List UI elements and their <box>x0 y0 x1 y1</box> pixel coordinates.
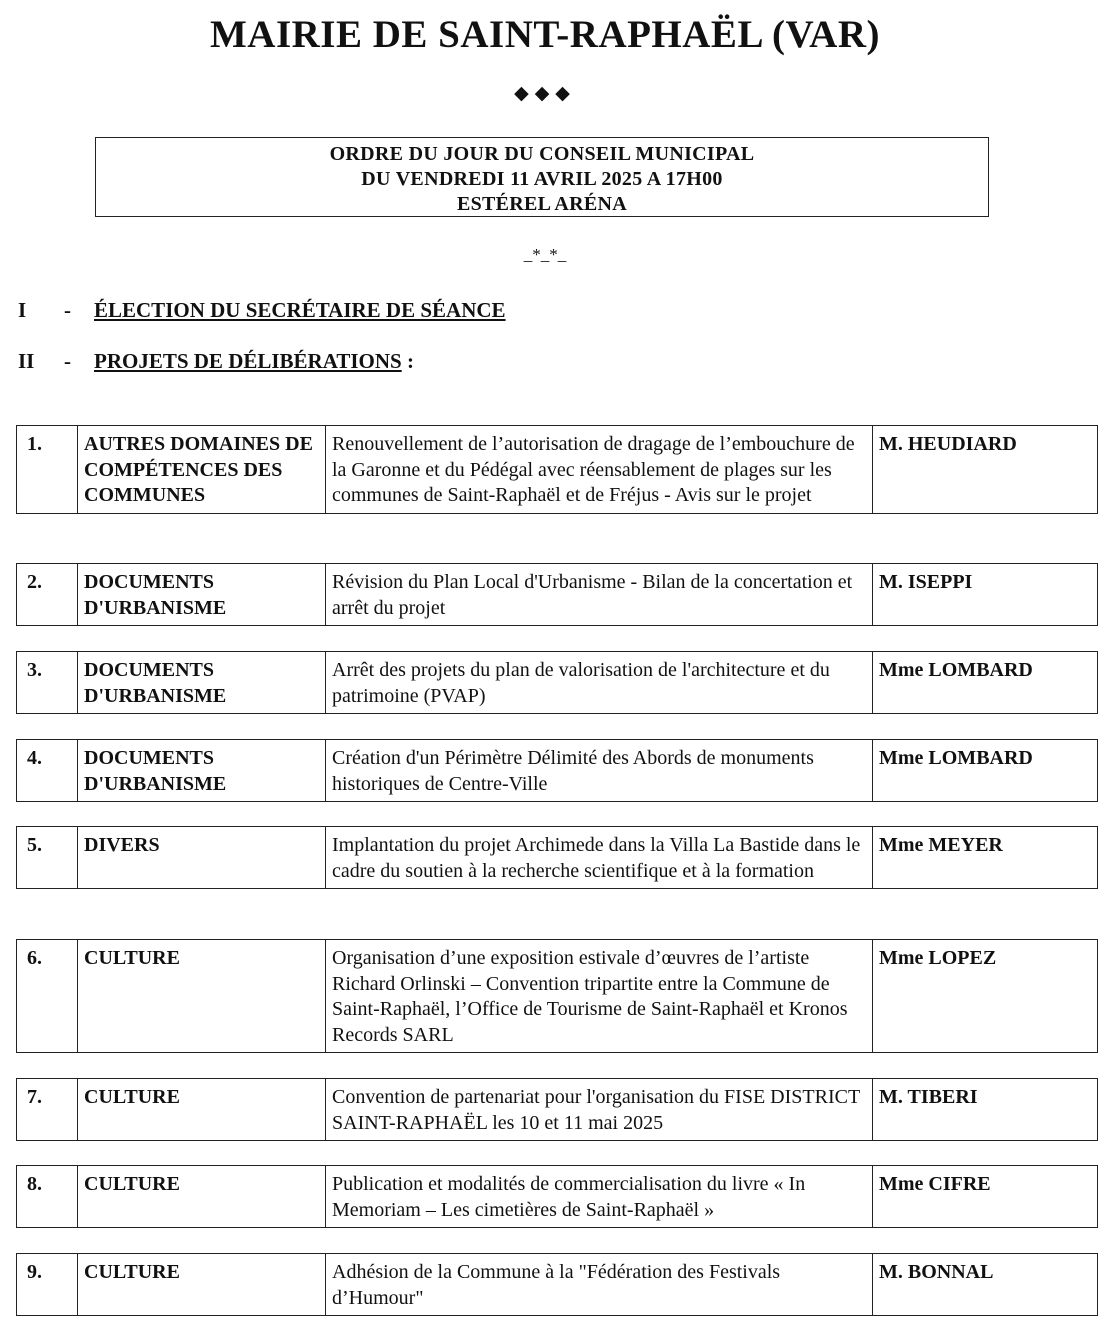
item-domain: DOCUMENTS D'URBANISME <box>78 564 326 626</box>
item-domain: DOCUMENTS D'URBANISME <box>78 740 326 802</box>
item-rapporteur: M. HEUDIARD <box>873 426 1098 514</box>
item-number: 2. <box>17 564 78 626</box>
item-number: 6. <box>17 940 78 1053</box>
section-1 <box>18 298 506 323</box>
item-object: Organisation d’une exposition estivale d’œuvres de l’artiste Richard Orlinski – Convention tripartite entre la Commune de Saint-Raphaël, l’Office de Tourisme de Saint-Raphaël et Kronos Records SARL <box>326 940 873 1053</box>
section-title: PROJETS DE DÉLIBÉRATIONS <box>94 349 402 373</box>
item-object: Révision du Plan Local d'Urbanisme - Bilan de la concertation et arrêt du projet <box>326 564 873 626</box>
item-object: Renouvellement de l’autorisation de dragage de l’embouchure de la Garonne et du Pédégal avec réensablement de plages sur les communes de Saint-Raphaël et de Fréjus - Avis sur le projet <box>326 426 873 514</box>
agenda-item-1 <box>16 425 1098 514</box>
item-domain: DOCUMENTS D'URBANISME <box>78 652 326 714</box>
item-number: 8. <box>17 1166 78 1228</box>
item-number: 3. <box>17 652 78 714</box>
diamond-ornament: ◆◆◆ <box>514 83 576 104</box>
item-domain: AUTRES DOMAINES DE COMPÉTENCES DES COMMUNES <box>78 426 326 514</box>
section-dash: - <box>64 298 71 322</box>
item-rapporteur: M. BONNAL <box>873 1254 1098 1316</box>
box-line-2: DU VENDREDI 11 AVRIL 2025 A 17H00 <box>361 168 723 190</box>
item-rapporteur: M. ISEPPI <box>873 564 1098 626</box>
item-object: Arrêt des projets du plan de valorisation de l'architecture et du patrimoine (PVAP) <box>326 652 873 714</box>
item-number: 9. <box>17 1254 78 1316</box>
agenda-item-8 <box>16 1165 1098 1228</box>
agenda-item-3 <box>16 651 1098 714</box>
item-rapporteur: Mme LOMBARD <box>873 652 1098 714</box>
item-object: Création d'un Périmètre Délimité des Abords de monuments historiques de Centre-Ville <box>326 740 873 802</box>
item-object: Implantation du projet Archimede dans la Villa La Bastide dans le cadre du soutien à la recherche scientifique et à la formation <box>326 827 873 889</box>
item-object: Convention de partenariat pour l'organisation du FISE DISTRICT SAINT-RAPHAËL les 10 et 11 mai 2025 <box>326 1079 873 1141</box>
item-domain: DIVERS <box>78 827 326 889</box>
item-number: 1. <box>17 426 78 514</box>
section-suffix: : <box>401 349 414 373</box>
section-number: I <box>18 298 27 322</box>
agenda-item-5 <box>16 826 1098 889</box>
item-object: Publication et modalités de commercialisation du livre « In Memoriam – Les cimetières de Saint-Raphaël » <box>326 1166 873 1228</box>
item-domain: CULTURE <box>78 1166 326 1228</box>
item-object: Adhésion de la Commune à la "Fédération des Festivals d’Humour" <box>326 1254 873 1316</box>
item-domain: CULTURE <box>78 940 326 1053</box>
box-line-3: ESTÉREL ARÉNA <box>456 193 628 215</box>
item-number: 4. <box>17 740 78 802</box>
item-domain: CULTURE <box>78 1079 326 1141</box>
item-rapporteur: Mme CIFRE <box>873 1166 1098 1228</box>
agenda-item-6 <box>16 939 1098 1053</box>
agenda-item-7 <box>16 1078 1098 1141</box>
section-2 <box>18 349 414 374</box>
agenda-header-box <box>95 137 989 217</box>
item-number: 7. <box>17 1079 78 1141</box>
item-number: 5. <box>17 827 78 889</box>
agenda-item-2 <box>16 563 1098 626</box>
item-domain: CULTURE <box>78 1254 326 1316</box>
agenda-item-4 <box>16 739 1098 802</box>
agenda-item-9 <box>16 1253 1098 1316</box>
item-rapporteur: Mme LOMBARD <box>873 740 1098 802</box>
item-rapporteur: Mme MEYER <box>873 827 1098 889</box>
page-title: MAIRIE DE SAINT-RAPHAËL (VAR) <box>209 13 881 56</box>
section-dash: - <box>64 349 71 373</box>
separator: _*_*_ <box>523 245 567 264</box>
box-line-1: ORDRE DU JOUR DU CONSEIL MUNICIPAL <box>329 143 755 165</box>
item-rapporteur: Mme LOPEZ <box>873 940 1098 1053</box>
section-title: ÉLECTION DU SECRÉTAIRE DE SÉANCE <box>94 298 506 322</box>
item-rapporteur: M. TIBERI <box>873 1079 1098 1141</box>
section-number: II <box>18 349 35 373</box>
